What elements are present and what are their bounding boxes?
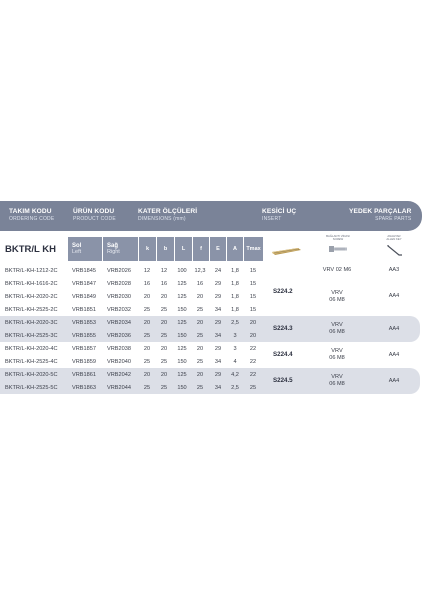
insert-code: S224.2 [273,287,293,295]
dim-f-cell: 25 [196,359,204,365]
dim-a-cell: 3 [233,333,237,339]
header-product-code: ÜRÜN KODU PRODUCT CODE [73,208,116,222]
dim-b-cell: 25 [160,307,168,313]
column-left: Sol Left [68,237,102,261]
left-product-code-cell: VRB1859 [72,359,96,365]
header-ordering-code: TAKIM KODU ORDERING CODE [9,208,55,222]
left-product-code-cell: VRB1847 [72,281,96,287]
screw-image: BAĞLANTI VİDASI SCREW [323,235,353,255]
dim-k-cell: 20 [143,372,151,378]
header-spare-parts: YEDEK PARÇALAR SPARE PARTS [349,208,412,222]
dim-k-cell: 20 [143,294,151,300]
dim-tmax-cell: 22 [249,372,257,378]
insert-group [0,277,420,316]
right-product-code-cell: VRB2030 [107,294,131,300]
insert-group [0,264,420,277]
left-product-code-cell: VRB1845 [72,268,96,274]
dim-l-cell: 150 [177,359,187,365]
dim-k-cell: 16 [143,281,151,287]
column-l: L [175,237,192,261]
ordering-code-cell: BKTR/L-KH-1212-2C [5,268,58,274]
allen-key-code: AA4 [388,377,400,384]
dim-b-cell: 25 [160,359,168,365]
dim-b-cell: 20 [160,320,168,326]
screw-code: VRV 06 M8 [329,289,345,303]
table-row [0,303,420,316]
product-family-title: BKTR/L KH [5,244,57,255]
dim-k-cell: 20 [143,346,151,352]
allen-key-code: AA3 [388,267,400,273]
left-product-code-cell: VRB1857 [72,346,96,352]
dim-b-cell: 20 [160,346,168,352]
dim-k-cell: 25 [143,359,151,365]
right-product-code-cell: VRB2032 [107,307,131,313]
dim-a-cell: 1,8 [231,268,239,274]
column-f: f [193,237,209,261]
dim-b-cell: 16 [160,281,168,287]
dim-l-cell: 125 [177,294,187,300]
ordering-code-cell: BKTR/L-KH-2525-5C [5,385,58,391]
column-right: Sağ Right [103,237,138,261]
dim-a-cell: 4,2 [231,372,239,378]
insert-image [270,245,302,257]
dim-l-cell: 100 [177,268,187,274]
dim-a-cell: 2,5 [231,385,239,391]
allen-key-image: ANAHTAR ALLEN KEY [379,235,409,257]
dim-tmax-cell: 15 [249,281,257,287]
left-product-code-cell: VRB1853 [72,320,96,326]
dim-b-cell: 25 [160,385,168,391]
dim-b-cell: 25 [160,333,168,339]
screw-code: VRV 06 M8 [329,348,345,361]
left-product-code-cell: VRB1855 [72,333,96,339]
insert-group [0,342,420,368]
dim-e-cell: 34 [214,359,222,365]
ordering-code-cell: BKTR/L-KH-2020-5C [5,372,58,378]
dim-l-cell: 125 [177,320,187,326]
dim-e-cell: 29 [214,346,222,352]
dim-f-cell: 25 [196,307,204,313]
dim-tmax-cell: 22 [249,346,257,352]
ordering-code-cell: BKTR/L-KH-2525-2C [5,307,58,313]
dim-e-cell: 29 [214,281,222,287]
ordering-code-cell: BKTR/L-KH-1616-2C [5,281,58,287]
insert-code: S224.4 [273,351,293,358]
dim-tmax-cell: 15 [249,294,257,300]
allen-key-code: AA4 [388,293,400,299]
right-product-code-cell: VRB2044 [107,385,131,391]
dim-a-cell: 1,8 [231,294,239,300]
ordering-code-cell: BKTR/L-KH-2020-4C [5,346,58,352]
dim-k-cell: 25 [143,385,151,391]
ordering-code-cell: BKTR/L-KH-2020-2C [5,294,58,300]
dim-e-cell: 29 [214,372,222,378]
dim-tmax-cell: 20 [249,333,257,339]
left-product-code-cell: VRB1861 [72,372,96,378]
insert-code: S224.3 [273,325,293,332]
dim-l-cell: 150 [177,307,187,313]
dim-e-cell: 34 [214,333,222,339]
screw-code: VRV 06 M8 [329,374,345,387]
dim-f-cell: 20 [196,346,204,352]
left-product-code-cell: VRB1851 [72,307,96,313]
dim-a-cell: 3 [233,346,237,352]
insert-code: S224.5 [273,377,293,384]
allen-key-code: AA4 [388,325,400,332]
header-insert: KESİCİ UÇ INSERT [262,208,297,222]
right-product-code-cell: VRB2026 [107,268,131,274]
table-row [0,277,420,290]
dim-tmax-cell: 15 [249,268,257,274]
left-product-code-cell: VRB1863 [72,385,96,391]
right-product-code-cell: VRB2034 [107,320,131,326]
dim-k-cell: 12 [143,268,151,274]
dim-tmax-cell: 20 [249,320,257,326]
dim-l-cell: 125 [177,281,187,287]
dim-b-cell: 12 [160,268,168,274]
header-dimensions: KATER ÖLÇÜLERİ DIMENSIONS (mm) [138,208,198,222]
right-product-code-cell: VRB2028 [107,281,131,287]
dim-a-cell: 1,8 [231,307,239,313]
dim-e-cell: 29 [214,294,222,300]
dim-b-cell: 20 [160,372,168,378]
dim-a-cell: 2,5 [231,320,239,326]
dim-f-cell: 20 [196,320,204,326]
dim-tmax-cell: 22 [249,359,257,365]
dim-a-cell: 1,8 [231,281,239,287]
dim-k-cell: 25 [143,307,151,313]
dim-l-cell: 150 [177,333,187,339]
dim-f-cell: 25 [196,333,204,339]
dim-l-cell: 125 [177,346,187,352]
right-product-code-cell: VRB2042 [107,372,131,378]
dim-e-cell: 24 [214,268,222,274]
dim-tmax-cell: 25 [249,385,257,391]
ordering-code-cell: BKTR/L-KH-2525-4C [5,359,58,365]
screw-code: VRV 06 M8 [329,322,345,335]
dim-tmax-cell: 15 [249,307,257,313]
column-b: b [157,237,174,261]
dim-f-cell: 12,3 [194,268,206,274]
column-tmax: Tmax [244,237,263,261]
column-a: A [227,237,243,261]
insert-group [0,368,420,394]
right-product-code-cell: VRB2036 [107,333,131,339]
column-k: k [139,237,156,261]
allen-key-code: AA4 [388,351,400,358]
dim-e-cell: 34 [214,385,222,391]
dim-e-cell: 34 [214,307,222,313]
dim-f-cell: 16 [196,281,204,287]
dim-k-cell: 25 [143,333,151,339]
dim-f-cell: 25 [196,385,204,391]
left-product-code-cell: VRB1849 [72,294,96,300]
insert-group [0,316,420,342]
dim-e-cell: 29 [214,320,222,326]
dim-l-cell: 150 [177,385,187,391]
dim-f-cell: 20 [196,372,204,378]
table-header-band [0,201,422,231]
right-product-code-cell: VRB2038 [107,346,131,352]
ordering-code-cell: BKTR/L-KH-2525-3C [5,333,58,339]
column-e: E [210,237,226,261]
dim-a-cell: 4 [233,359,237,365]
screw-code: VRV 02 M6 [322,267,352,273]
dim-k-cell: 20 [143,320,151,326]
ordering-code-cell: BKTR/L-KH-2020-3C [5,320,58,326]
dim-b-cell: 20 [160,294,168,300]
dim-f-cell: 20 [196,294,204,300]
dim-l-cell: 125 [177,372,187,378]
right-product-code-cell: VRB2040 [107,359,131,365]
